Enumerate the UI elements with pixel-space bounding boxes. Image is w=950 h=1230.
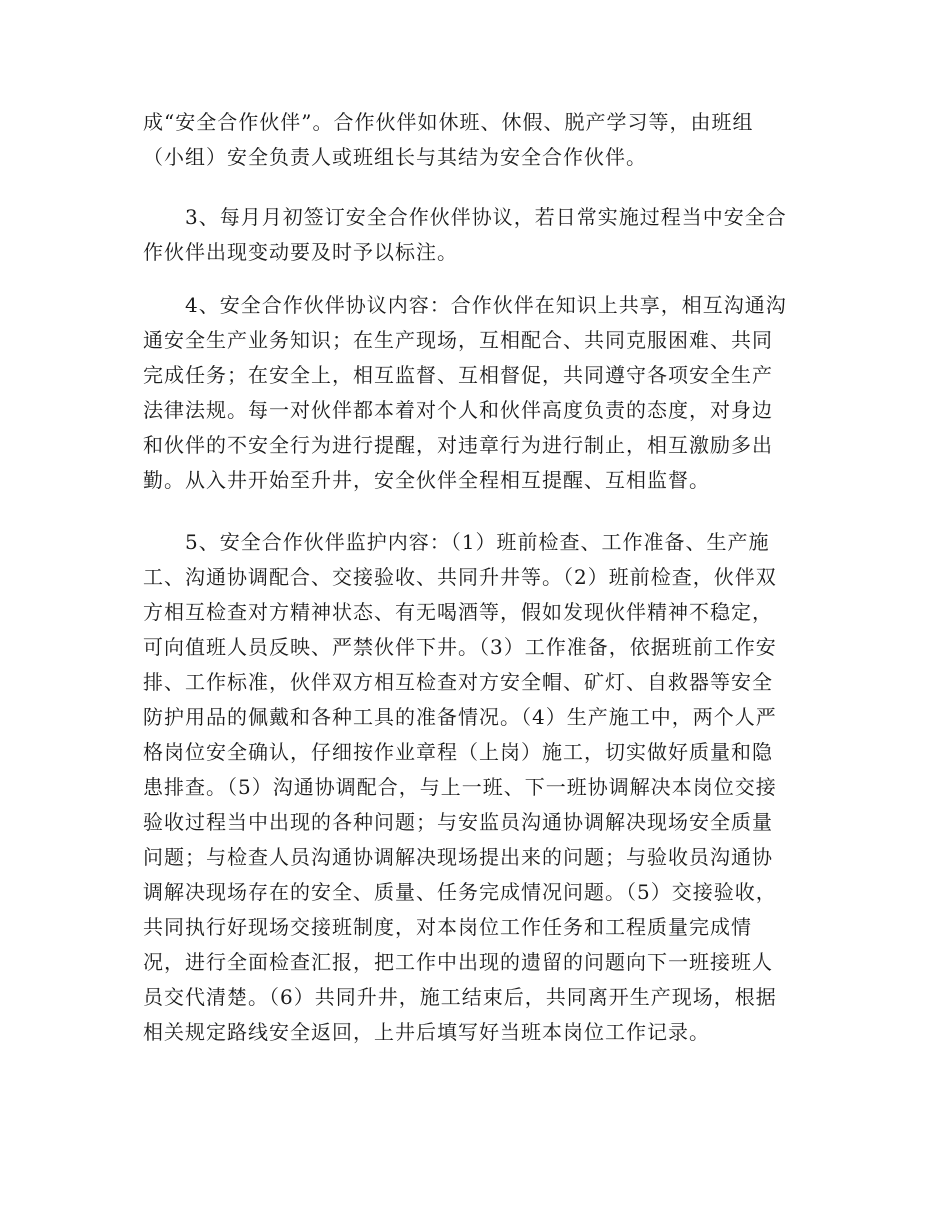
text-line: 法律法规。每一对伙伴都本着对个人和伙伴高度负责的态度，对身边	[143, 398, 773, 422]
text-line: 格岗位安全确认，仔细按作业章程（上岗）施工，切实做好质量和隐	[143, 740, 773, 764]
text-line: 患排查。（5）沟通协调配合，与上一班、下一班协调解决本岗位交接	[143, 775, 777, 799]
text-line: 成“安全合作伙伴”。合作伙伴如休班、休假、脱产学习等，由班组	[143, 110, 754, 134]
text-line: 防护用品的佩戴和各种工具的准备情况。（4）生产施工中，两个人严	[143, 705, 777, 729]
paragraph-item-3	[143, 200, 823, 270]
text-line: 可向值班人员反映、严禁伙伴下井。（3）工作准备，依据班前工作安	[143, 635, 777, 659]
text-line: 通安全生产业务知识；在生产现场，互相配合、共同克服困难、共同	[143, 328, 773, 352]
text-line: 完成任务；在安全上，相互监督、互相督促，共同遵守各项安全生产	[143, 363, 773, 387]
text-line: 5、安全合作伙伴监护内容：（1）班前检查、工作准备、生产施	[185, 530, 770, 554]
text-line: 共同执行好现场交接班制度，对本岗位工作任务和工程质量完成情	[143, 915, 752, 939]
text-line: 员交代清楚。（6）共同升井，施工结束后，共同离开生产现场，根据	[143, 985, 777, 1009]
text-line: 方相互检查对方精神状态、有无喝酒等，假如发现伙伴精神不稳定，	[143, 600, 773, 624]
text-line: 和伙伴的不安全行为进行提醒，对违章行为进行制止，相互激励多出	[143, 433, 773, 457]
text-line: 况，进行全面检查汇报，把工作中出现的遗留的问题向下一班接班人	[143, 950, 773, 974]
text-line: 排、工作标准，伙伴双方相互检查对方安全帽、矿灯、自救器等安全	[143, 670, 773, 694]
text-line: 问题；与检查人员沟通协调解决现场提出来的问题；与验收员沟通协	[143, 845, 773, 869]
text-line: 工、沟通协调配合、交接验收、共同升井等。（2）班前检查，伙伴双	[143, 565, 777, 589]
text-line: 作伙伴出现变动要及时予以标注。	[143, 240, 458, 264]
paragraph-item-4	[143, 288, 823, 498]
text-line: 3、每月月初签订安全合作伙伴协议，若日常实施过程当中安全合	[185, 205, 787, 229]
text-line: 调解决现场存在的安全、质量、任务完成情况问题。（5）交接验收，	[143, 880, 777, 904]
paragraph-item-5	[143, 525, 823, 1050]
text-line: 勤。从入井开始至升井，安全伙伴全程相互提醒、互相监督。	[143, 468, 710, 492]
text-line: 验收过程当中出现的各种问题；与安监员沟通协调解决现场安全质量	[143, 810, 773, 834]
text-line: 相关规定路线安全返回，上井后填写好当班本岗位工作记录。	[143, 1020, 710, 1044]
text-line: 4、安全合作伙伴协议内容：合作伙伴在知识上共享，相互沟通沟	[185, 293, 787, 317]
paragraph-partner-continuation	[143, 105, 823, 175]
text-line: （小组）安全负责人或班组长与其结为安全合作伙伴。	[143, 145, 647, 169]
